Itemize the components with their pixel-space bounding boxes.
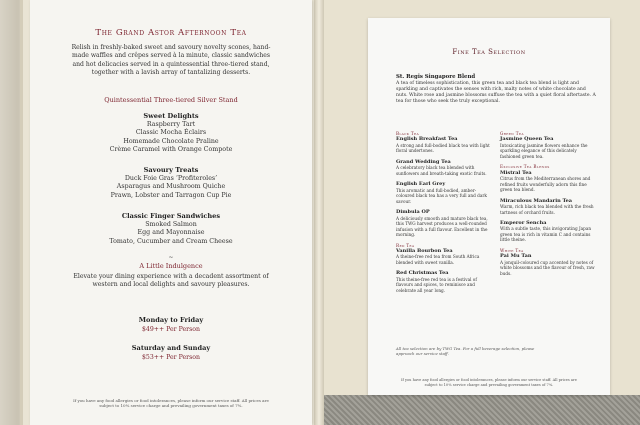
price-weekday bbox=[30, 316, 312, 334]
tea-name: Jasmine Queen Tea bbox=[500, 136, 554, 143]
tea-desc: A theine-free red tea from South Africa blended with sweet vanilla. bbox=[396, 254, 480, 265]
indulgence-title: A Little Indulgence bbox=[139, 262, 203, 270]
tea-desc: This aromatic and full-bodied, amber-coloured black tea has a very full and dark savour. bbox=[396, 187, 487, 204]
price-day: Saturday and Sunday bbox=[131, 344, 211, 352]
afternoon-tea-menu-page bbox=[30, 0, 312, 425]
tea-name: Mistral Tea bbox=[500, 169, 532, 176]
tea-category: Black Tea bbox=[396, 131, 419, 136]
tea-item bbox=[396, 243, 494, 266]
tea-column-right bbox=[500, 131, 598, 281]
tea-item bbox=[500, 131, 598, 159]
menu-item: Egg and Mayonnaise bbox=[137, 229, 205, 237]
menu-item: Duck Foie Gras ‘Profiteroles’ bbox=[124, 175, 218, 182]
featured-tea-name: St. Regis Singapore Blend bbox=[396, 74, 476, 80]
tea-selection-page bbox=[368, 18, 610, 395]
afternoon-tea-title: The Grand Astor Afternoon Tea bbox=[95, 28, 247, 38]
featured-tea bbox=[396, 74, 596, 105]
tea-item bbox=[500, 248, 598, 276]
tea-name: English Earl Grey bbox=[396, 181, 446, 188]
section-heading: Sweet Delights bbox=[143, 112, 199, 120]
tea-name: Vanilla Bourbon Tea bbox=[396, 247, 453, 254]
allergy-footnote: If you have any food allergies or food intolerances, please inform our service staff. All prices are subject to 10% service charge and prevailing government taxes of 7%. bbox=[401, 378, 577, 387]
menu-item: Tomato, Cucumber and Cream Cheese bbox=[109, 237, 233, 245]
afternoon-tea-intro: Relish in freshly-baked sweet and savoury novelty scones, hand-made waffles and crêpes served à la minute, classic sandwiches and hot delicacies served in a quintessential three-tiered stand, together with a lavish array of tantalizing desserts. bbox=[71, 44, 271, 77]
tea-item bbox=[396, 270, 494, 293]
tea-desc: Citrus from the Mediterranean shores and refined fruits wonderfully adorn this fine green tea blend. bbox=[500, 176, 591, 193]
menu-item: Prawn, Lobster and Tarragon Cup Pie bbox=[110, 191, 232, 199]
tea-desc: A deliciously smooth and mature black tea, this TWG harvest produces a well-rounded infusion with a full flavour. Excellent in the morning. bbox=[396, 215, 488, 238]
price-amount: $53++ Per Person bbox=[141, 354, 200, 361]
carpet-background bbox=[322, 395, 640, 425]
menu-item: Crème Caramel with Orange Compote bbox=[109, 145, 233, 153]
tea-item bbox=[396, 209, 494, 237]
tea-name: Grand Wedding Tea bbox=[396, 158, 451, 165]
tea-item bbox=[396, 159, 494, 176]
stand-title: Quintessential Three-tiered Silver Stand bbox=[104, 96, 238, 104]
tea-desc: Warm, rich black tea blended with the fresh tartness of orchard fruits. bbox=[500, 204, 594, 215]
tea-selection-title: Fine Tea Selection bbox=[452, 48, 526, 56]
price-weekend bbox=[30, 344, 312, 362]
featured-tea-desc: A tea of timeless sophistication, this green tea and black tea blend is light and sparkling and captivates the senses with rich, malty notes of white chocolate and nuts. White rose and jasmine blossoms suffuse the tea with a quiet floral aftertaste. A tea for those who seek the truly exceptional. bbox=[396, 81, 596, 104]
section-heading: Classic Finger Sandwiches bbox=[121, 212, 221, 220]
menu-item: Asparagus and Mushroom Quiche bbox=[116, 183, 226, 191]
indulgence-text: Elevate your dining experience with a decadent assortment of western and local delights and savoury pleasures. bbox=[73, 273, 269, 289]
tea-name: Miraculous Mandarin Tea bbox=[500, 197, 573, 204]
tea-category: Red Tea bbox=[396, 242, 415, 248]
tea-item bbox=[396, 181, 494, 204]
tea-item bbox=[500, 164, 598, 192]
divider-ornament: ~ bbox=[168, 254, 174, 261]
tea-column-left bbox=[396, 131, 494, 298]
tea-desc: This theine-free red tea is a festival of flavours and spices, to reminisce and celebrate all year long. bbox=[396, 276, 477, 293]
tea-desc: A strong and full-bodied black tea with light floral undertones. bbox=[396, 142, 490, 154]
price-amount: $49++ Per Person bbox=[141, 326, 200, 333]
menu-item: Raspberry Tart bbox=[146, 121, 196, 128]
tea-selection-note: All tea selection are by TWG Tea. For a full beverage selection, please approach our service staff. bbox=[396, 346, 535, 356]
allergy-footnote: If you have any food allergies or food intolerances, please inform our service staff. All prices are subject to 10% service charge and prevailing government taxes of 7%. bbox=[73, 398, 269, 409]
tea-item bbox=[500, 220, 598, 243]
section-heading: Savoury Treats bbox=[143, 166, 199, 174]
menu-item: Classic Mocha Éclairs bbox=[135, 129, 207, 137]
menu-item: Homemade Chocolate Praline bbox=[123, 137, 219, 145]
menu-section-sweet bbox=[30, 112, 312, 154]
tea-name: English Breakfast Tea bbox=[396, 136, 458, 143]
tea-item bbox=[396, 131, 494, 154]
tea-category: White Tea bbox=[500, 247, 524, 253]
menu-section-savoury bbox=[30, 166, 312, 200]
tea-name: Dimbula OP bbox=[396, 209, 430, 216]
tea-category: Green Tea bbox=[500, 131, 524, 136]
tea-desc: Intoxicating jasmine flowers enhance the sparkling elegance of this delicately fashioned green tea. bbox=[500, 142, 588, 159]
tea-name: Red Christmas Tea bbox=[396, 270, 449, 277]
menu-section-sandwiches bbox=[30, 212, 312, 246]
tea-desc: With a subtle taste, this invigorating Japan green tea is rich in vitamin C and contains little theine. bbox=[500, 226, 592, 243]
price-day: Monday to Friday bbox=[138, 316, 204, 324]
tea-name: Emperor Sencha bbox=[500, 220, 547, 227]
tea-desc: A celebratory black tea blended with sunflowers and breath-taking exotic fruits. bbox=[396, 165, 487, 176]
folder-spine bbox=[314, 0, 324, 425]
tea-desc: A jonquil-coloured cup accented by notes of white blossoms and the flavour of fresh, raw buds. bbox=[500, 259, 595, 276]
menu-item: Smoked Salmon bbox=[145, 221, 197, 228]
tea-name: Pai Mu Tan bbox=[500, 253, 532, 260]
tea-item bbox=[500, 198, 598, 215]
tea-category: Exclusive Tea Blends bbox=[500, 164, 550, 170]
